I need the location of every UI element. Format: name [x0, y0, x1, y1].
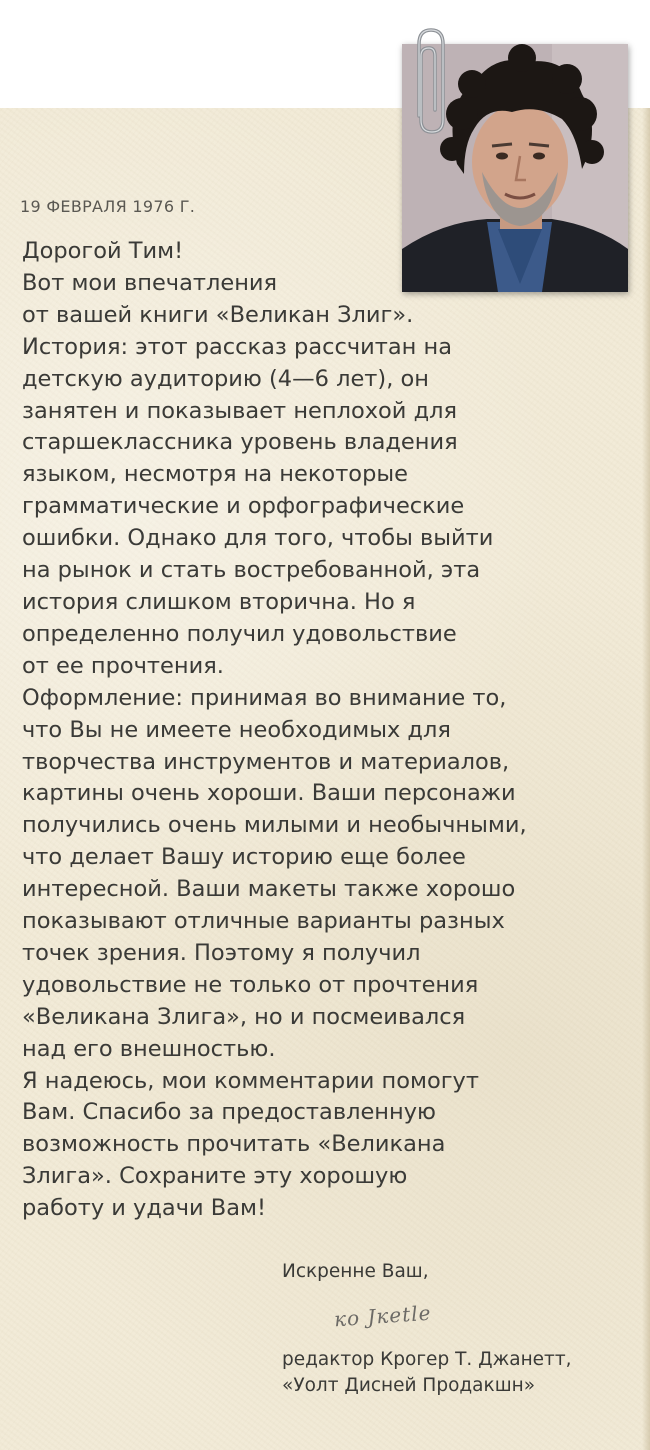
letter-body: Дорогой Тим! Вот мои впечатления от вашей книги «Великан Злиг». История: этот рассказ рассчитан на детскую аудиторию (4—6 лет), он занятен и показывает неплохой для старшеклассника уровень владения языком, несмотря на некоторые грамматические и орфографические ошибки. Однако для того, чтобы выйти на рынок и стать востребованной, эта история слишком вторична. Но я определенно получил удовольствие от ее прочтения. Оформление: принимая во внимание то, что Вы не имеете необходимых для творчества инструментов и материалов, картины очень хороши. Ваши персонажи получились очень милыми и необычными, что делает Вашу историю еще более интересной. Ваши макеты также хорошо показывают отличные варианты разных точек зрения. Поэтому я получил удовольствие не только от прочтения «Великана Злига», но и посмеивался над его внешностью. Я надеюсь, мои комментарии помогут Вам. Спасибо за предоставленную возможность прочитать «Великана Злига». Сохраните эту хорошую работу и удачи Вам!: [22, 238, 527, 1222]
paperclip-icon: [405, 24, 453, 136]
closing-line: Искренне Ваш,: [282, 1261, 429, 1282]
letter-date: 19 ФЕВРАЛЯ 1976 Г.: [20, 197, 196, 216]
signer-block: [282, 1347, 572, 1399]
signer-name: редактор Крогер Т. Джанетт,: [282, 1349, 572, 1370]
signature-text: ко Jкetle: [333, 1300, 433, 1332]
signature: [326, 1298, 486, 1340]
signer-company: «Уолт Дисней Продакшн»: [282, 1375, 536, 1396]
